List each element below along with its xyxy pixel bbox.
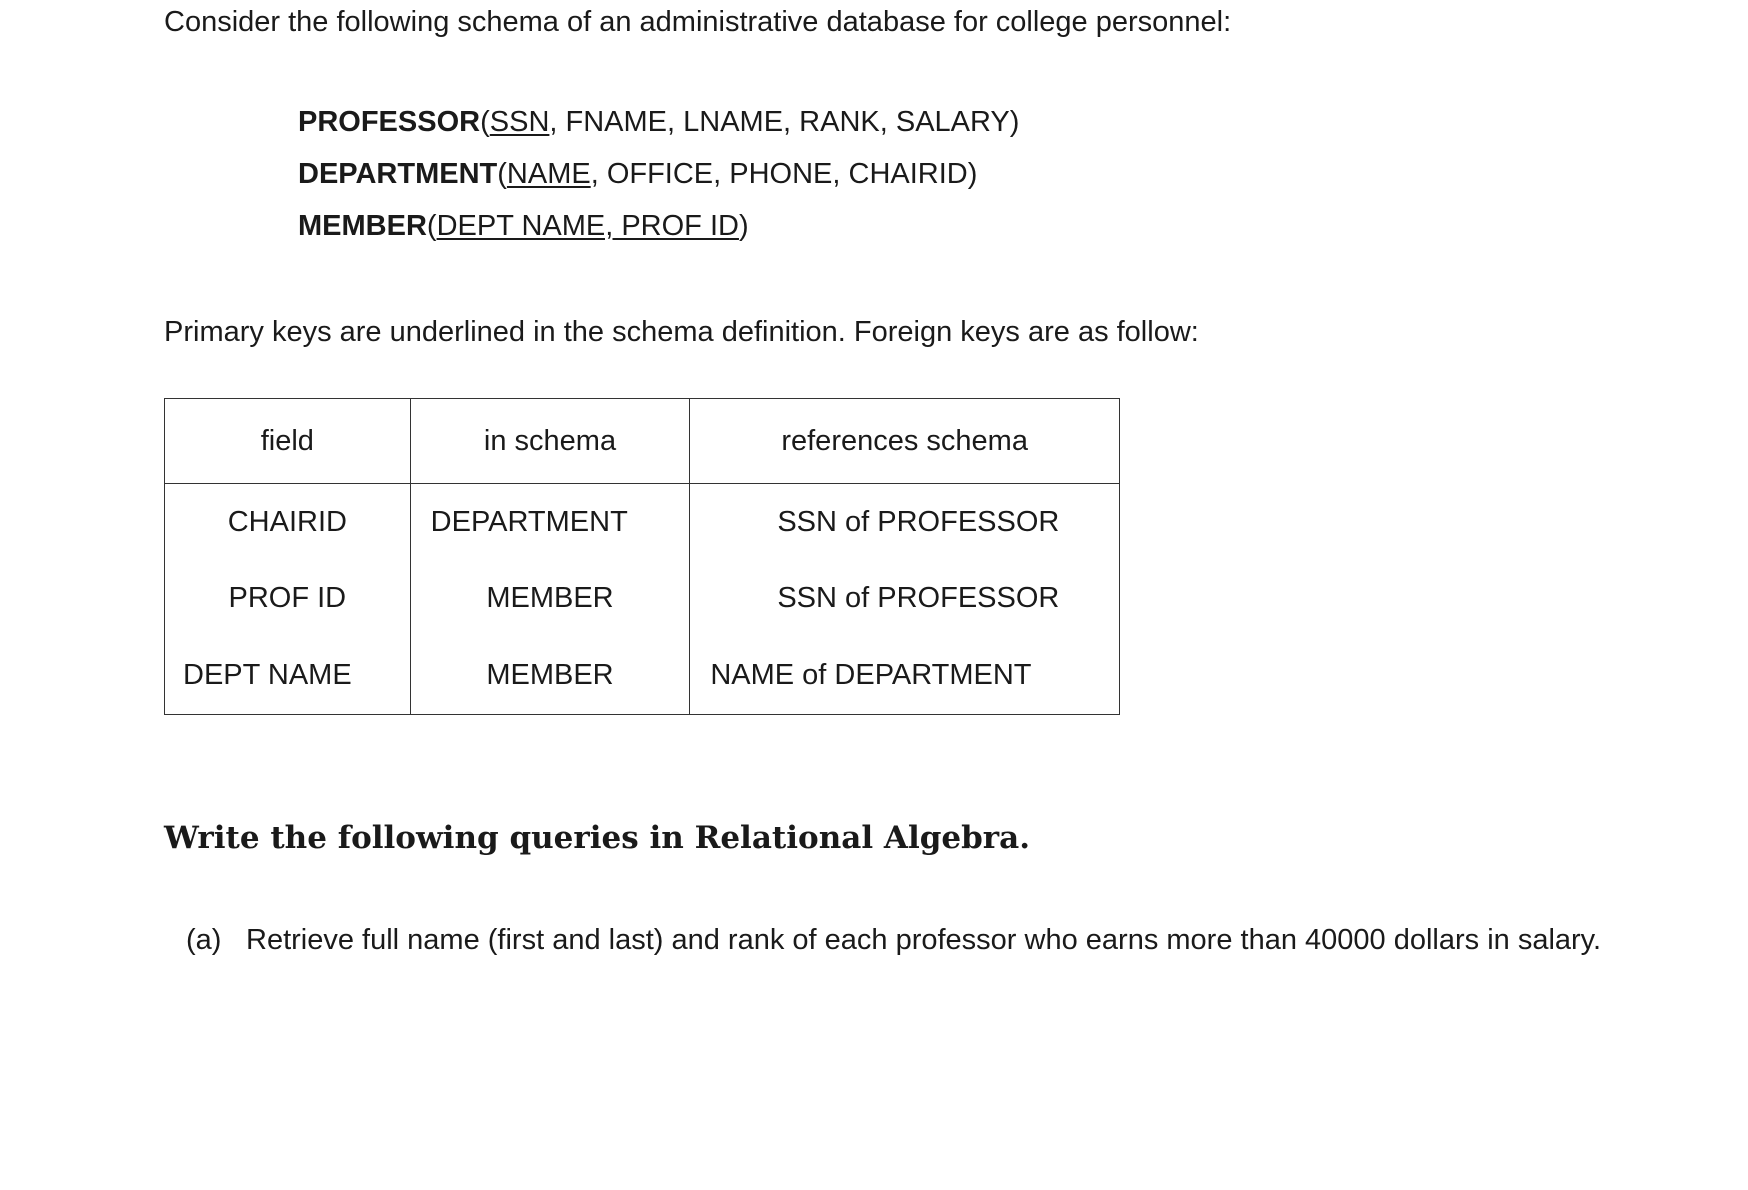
cell-field: PROF ID	[165, 560, 411, 636]
schema-open-paren: (	[480, 106, 490, 138]
primary-key: NAME	[506, 158, 591, 190]
intro-text: Consider the following schema of an administrative database for college personnel:	[164, 6, 1232, 38]
query-text: Retrieve full name (first and last) and rank of each professor who earns more than 40000 dollars in salary.	[246, 924, 1602, 956]
primary-key: DEPT NAME, PROF ID	[436, 210, 739, 242]
relation-name: MEMBER	[298, 210, 427, 242]
cell-in-schema: MEMBER	[410, 636, 690, 715]
schema-open-paren: (	[497, 158, 507, 190]
cell-field: CHAIRID	[165, 484, 411, 561]
cell-field: DEPT NAME	[165, 636, 411, 715]
query-item-a	[186, 912, 1626, 968]
cell-in-schema: MEMBER	[410, 560, 690, 636]
schema-professor	[298, 104, 1019, 140]
column-header-field: field	[165, 399, 411, 484]
schema-attributes: )	[738, 210, 749, 242]
table-row	[165, 484, 1120, 561]
table-row	[165, 560, 1120, 636]
schema-department	[298, 156, 977, 192]
relation-name: PROFESSOR	[298, 106, 481, 138]
column-header-references: references schema	[690, 399, 1120, 484]
table-row	[165, 636, 1120, 715]
relation-name: DEPARTMENT	[298, 158, 498, 190]
task-heading: Write the following queries in Relational Algebra.	[164, 820, 1031, 856]
query-label: (a)	[186, 924, 222, 956]
foreign-key-table	[164, 398, 1120, 715]
cell-references: SSN of PROFESSOR	[690, 560, 1120, 636]
schema-member	[298, 208, 749, 244]
primary-key-note: Primary keys are underlined in the schema definition. Foreign keys are as follow:	[164, 316, 1199, 348]
cell-references: SSN of PROFESSOR	[690, 484, 1120, 561]
column-header-in-schema: in schema	[410, 399, 690, 484]
schema-attributes: , FNAME, LNAME, RANK, SALARY)	[549, 106, 1020, 138]
cell-in-schema: DEPARTMENT	[410, 484, 690, 561]
table-header-row	[165, 399, 1120, 484]
cell-references: NAME of DEPARTMENT	[690, 636, 1120, 715]
schema-attributes: , OFFICE, PHONE, CHAIRID)	[590, 158, 978, 190]
primary-key: SSN	[489, 106, 550, 138]
schema-open-paren: (	[426, 210, 437, 242]
